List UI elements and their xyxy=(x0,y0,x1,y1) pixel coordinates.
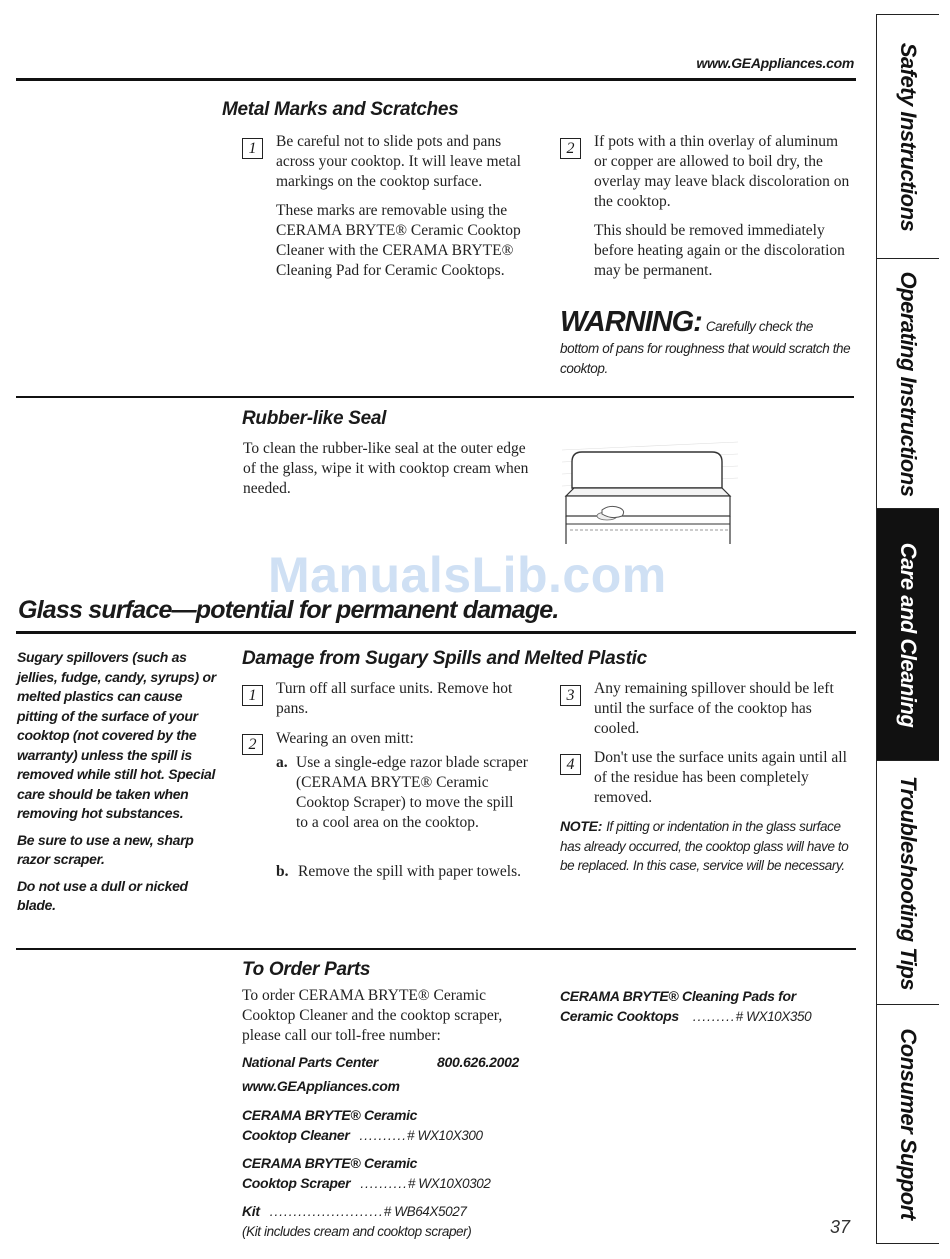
warning-label: WARNING: xyxy=(560,306,702,338)
cleaner-name-line1: CERAMA BRYTE® Ceramic xyxy=(242,1107,418,1123)
page-number: 37 xyxy=(830,1217,851,1237)
kit-note: (Kit includes cream and cooktop scraper) xyxy=(242,1224,472,1239)
kit-line: Kit ........................# WB64X5027 xyxy=(242,1203,467,1219)
cooktop-illustration xyxy=(562,440,738,546)
seal-title: Rubber-like Seal xyxy=(242,408,387,429)
scraper-name-line1: CERAMA BRYTE® Ceramic xyxy=(242,1155,418,1171)
tab-consumer-support[interactable]: Consumer Support xyxy=(876,1004,939,1244)
tab-care-and-cleaning[interactable]: Care and Cleaning xyxy=(876,508,939,762)
damage-step2b-text: Remove the spill with paper towels. xyxy=(298,863,521,880)
step-number: 4 xyxy=(560,754,581,775)
tab-troubleshooting-tips[interactable]: Troubleshooting Tips xyxy=(876,760,939,1006)
scraper-line: Cooktop Scraper ..........# WX10X0302 xyxy=(242,1175,491,1191)
order-title: To Order Parts xyxy=(242,959,371,980)
damage-step1-text: Turn off all surface units. Remove hot pans. xyxy=(276,680,513,717)
step-number: 2 xyxy=(560,138,581,159)
seal-text: To clean the rubber-like seal at the outer edge of the glass, wipe it with cooktop cream when needed. xyxy=(243,440,529,497)
pads-line: Ceramic Cooktops .........# WX10X350 xyxy=(560,1008,812,1024)
header-url: www.GEAppliances.com xyxy=(696,55,854,71)
step-number: 1 xyxy=(242,138,263,159)
section-rule xyxy=(16,948,856,950)
warning-block xyxy=(560,306,852,378)
header-rule xyxy=(16,78,856,81)
damage-step2-text: Wearing an oven mitt: xyxy=(276,730,414,747)
damage-title: Damage from Sugary Spills and Melted Plastic xyxy=(242,648,647,669)
pads-name-line1: CERAMA BRYTE® Cleaning Pads for xyxy=(560,988,796,1004)
glass-sidebar: Sugary spillovers (such as jellies, fudge, candy, syrups) or melted plastics can cause pitting of the surface of your cooktop (not covered by the warranty) unless the spill is removed while still hot. Special care should be taken when removing hot substances. Be sure to use a new, sharp razor scraper. Do not use a dull or nicked blade. xyxy=(17,649,216,913)
metal-step2-text: If pots with a thin overlay of aluminum or copper are allowed to boil dry, the overlay may leave black discoloration on the cooktop. This should be removed immediately before heating again or the discoloration may be permanent. xyxy=(594,133,850,279)
step-number: 1 xyxy=(242,685,263,706)
step-number: 3 xyxy=(560,685,581,706)
order-url: www.GEAppliances.com xyxy=(242,1078,400,1094)
damage-note xyxy=(560,817,852,876)
damage-step2a-text: Use a single-edge razor blade scraper (CERAMA BRYTE® Ceramic Cooktop Scraper) to move the spill to a cool area on the cooktop. xyxy=(296,754,528,831)
metal-title: Metal Marks and Scratches xyxy=(222,99,459,120)
parts-center-phone: 800.626.2002 xyxy=(437,1054,520,1070)
warning-text: Carefully check the bottom of pans for roughness that would scratch the cooktop. xyxy=(560,319,851,376)
glass-title: Glass surface—potential for permanent damage. xyxy=(18,596,559,624)
watermark: ManualsLib.com xyxy=(268,547,667,603)
note-label: NOTE: xyxy=(560,818,603,834)
cleaner-line: Cooktop Cleaner ..........# WX10X300 xyxy=(242,1127,483,1143)
section-rule xyxy=(16,396,854,398)
glass-rule xyxy=(16,631,856,634)
tab-safety-instructions[interactable]: Safety Instructions xyxy=(876,14,939,260)
metal-step1-text: Be careful not to slide pots and pans across your cooktop. It will leave metal markings on the cooktop surface. These marks are removable using the CERAMA BRYTE® Ceramic Cooktop Cleaner with the CERAMA BRYTE® Cleaning Pad for Ceramic Cooktops. xyxy=(276,133,521,279)
damage-step2a-label: a. xyxy=(276,754,288,771)
order-intro: To order CERAMA BRYTE® Ceramic Cooktop Cleaner and the cooktop scraper, please call our toll-free number: xyxy=(242,987,503,1044)
note-text: If pitting or indentation in the glass surface has already occurred, the cooktop glass will have to be replaced. In this case, service will be necessary. xyxy=(560,819,849,873)
damage-step2b-label: b. xyxy=(276,863,289,880)
damage-step3-text: Any remaining spillover should be left until the surface of the cooktop has cooled. xyxy=(594,680,834,737)
damage-step4-text: Don't use the surface units again until all of the residue has been completely removed. xyxy=(594,749,847,806)
step-number: 2 xyxy=(242,734,263,755)
parts-center-label: National Parts Center xyxy=(242,1054,379,1070)
tab-operating-instructions[interactable]: Operating Instructions xyxy=(876,258,939,510)
